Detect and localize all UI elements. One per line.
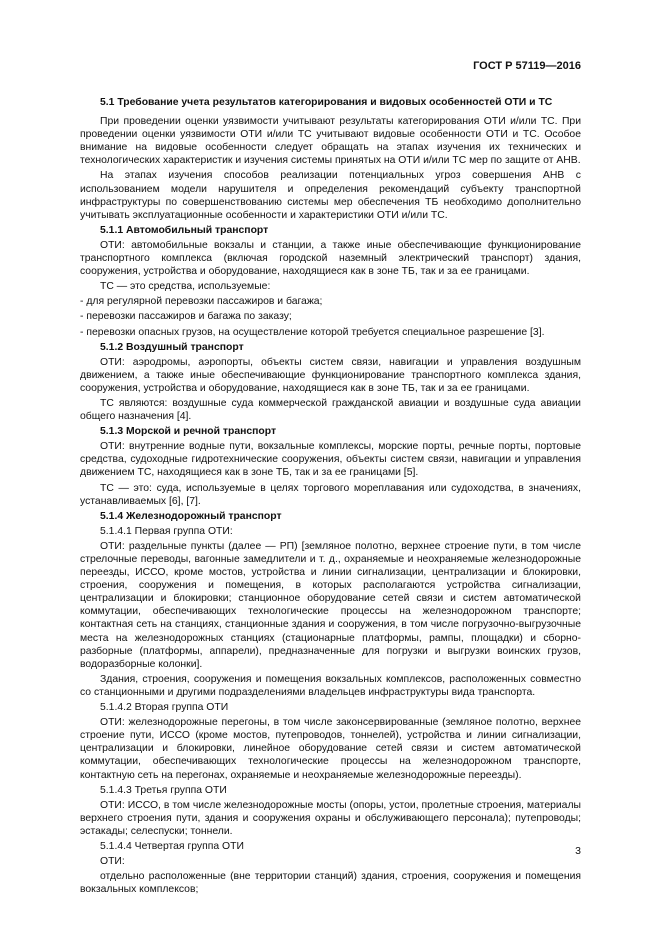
paragraph: отдельно расположенные (вне территории станций) здания, строения, сооружения и помещения вокзальных комплексов;	[80, 871, 581, 896]
page-number: 3	[575, 845, 581, 857]
paragraph: ОТИ:	[100, 856, 125, 868]
subsection-heading-5-1-4-3: 5.1.4.3 Третья группа ОТИ	[100, 784, 227, 796]
subsection-heading-5-1-4-1: 5.1.4.1 Первая группа ОТИ:	[100, 525, 233, 537]
subsection-heading-5-1-4-2: 5.1.4.2 Вторая группа ОТИ	[100, 702, 229, 714]
subsection-heading-5-1-4-4: 5.1.4.4 Четвертая группа ОТИ	[100, 840, 244, 852]
section-heading-5-1-1: 5.1.1 Автомобильный транспорт	[100, 224, 269, 236]
paragraph: На этапах изучения способов реализации потенциальных угроз совершения АНВ с использованием модели нарушителя и определения рекомендаций субъекту транспортной инфраструктуры по совершенствованию системы мер обеспечения ТБ необходимо дополнительно учитывать эксплуатационные особенности и характеристики ОТИ и/или ТС.	[80, 170, 581, 221]
list-item: - перевозки пассажиров и багажа по заказу;	[80, 311, 292, 323]
list-item: - перевозки опасных грузов, на осуществление которой требуется специальное разрешение [3].	[80, 326, 545, 338]
paragraph: При проведении оценки уязвимости учитывают результаты категорирования ОТИ и/или ТС. При проведении оценки уязвимости ОТИ и/или ТС учитывают видовые особенности ОТИ и ТС. Особое внимание на видовые особенности следует обращать на этапах изучения их технических и технологических характеристик и изучения системы принятых на ОТИ и/или ТС мер по защите от АНВ.	[80, 116, 581, 167]
section-heading-5-1-3: 5.1.3 Морской и речной транспорт	[100, 426, 277, 438]
paragraph: ТС — это: суда, используемые в целях торгового мореплавания или судоходства, в значениях, устанавливаемых [6], [7].	[80, 482, 581, 507]
list-item: - для регулярной перевозки пассажиров и багажа;	[80, 296, 323, 308]
document-body	[80, 96, 581, 898]
section-heading-5-1: 5.1 Требование учета результатов категорирования и видовых особенностей ОТИ и ТС	[100, 97, 553, 108]
section-heading-5-1-2: 5.1.2 Воздушный транспорт	[100, 341, 244, 353]
document-header: ГОСТ Р 57119—2016	[473, 60, 581, 72]
paragraph: ОТИ: ИССО, в том числе железнодорожные мосты (опоры, устои, пролетные строения, материалы верхнего строения пути, здания и сооружения охраны и обслуживающего персонала); путепроводы; эстакады; селеспуски; тоннели.	[80, 799, 581, 837]
paragraph: ТС — это средства, используемые:	[100, 281, 271, 293]
section-heading-5-1-4: 5.1.4 Железнодорожный транспорт	[100, 510, 282, 522]
paragraph: ОТИ: автомобильные вокзалы и станции, а также иные обеспечивающие функционирование транспортного комплекса (включая городской наземный электрический транспорт) здания, сооружения, устройства и оборудование, находящиеся как в зоне ТБ, так и за ее границами.	[80, 239, 581, 278]
paragraph: Здания, строения, сооружения и помещения вокзальных комплексов, расположенных совместно со станционными и другими подразделениями владельцев инфраструктуры вида транспорта.	[80, 673, 581, 698]
paragraph: ТС являются: воздушные суда коммерческой гражданской авиации и воздушные суда авиации общего назначения [4].	[80, 397, 581, 423]
paragraph: ОТИ: железнодорожные перегоны, в том числе законсервированные (земляное полотно, верхнее строение пути, ИССО (кроме мостов, путепроводов, тоннелей), устройства и линии сигнализации, централизации и блокировки, линейное оборудование сетей связи и систем автоматической коммутации, обеспечивающих технологические процессы на железнодорожном транспорте, контактную сеть на перегонах, охраняемые и неохраняемые железнодорожные переезды).	[80, 717, 581, 781]
paragraph: ОТИ: внутренние водные пути, вокзальные комплексы, морские порты, речные порты, портовые средства, судоходные гидротехнические сооружения, объекты систем связи, навигации и управления движением ТС, находящиеся как в зоне ТБ, так и за ее границами [5].	[80, 441, 581, 479]
paragraph: ОТИ: раздельные пункты (далее — РП) [земляное полотно, верхнее строение пути, в том числе стрелочные переводы, вагонные замедлители и т. д., охраняемые и неохраняемые железнодорожные переезды, ИССО, кроме мостов, устройства и линии сигнализации, централизации и блокировки, строения, сооружения и помещения, в которых располагаются устройства сигнализации, централизации и блокировки; станционное оборудование сетей связи и систем автоматической коммутации, обеспечивающих технологические процессы на железнодорожном транспорте; контактная сеть на станциях, станционные здания и сооружения, в том числе погрузочно-выгрузочные места на железнодорожных станциях (стационарные платформы, рампы, площадки) и сборно-разборные (платформы, аппарели), предназначенные для погрузки и выгрузки воинских грузов, водоразборные колонки].	[80, 540, 581, 670]
paragraph: ОТИ: аэродромы, аэропорты, объекты систем связи, навигации и управления воздушным движением, а также иные обеспечивающие функционирование транспортного комплекса здания, сооружения, устройства и оборудование, находящиеся как в зоне ТБ, так и за ее границами.	[80, 356, 581, 394]
